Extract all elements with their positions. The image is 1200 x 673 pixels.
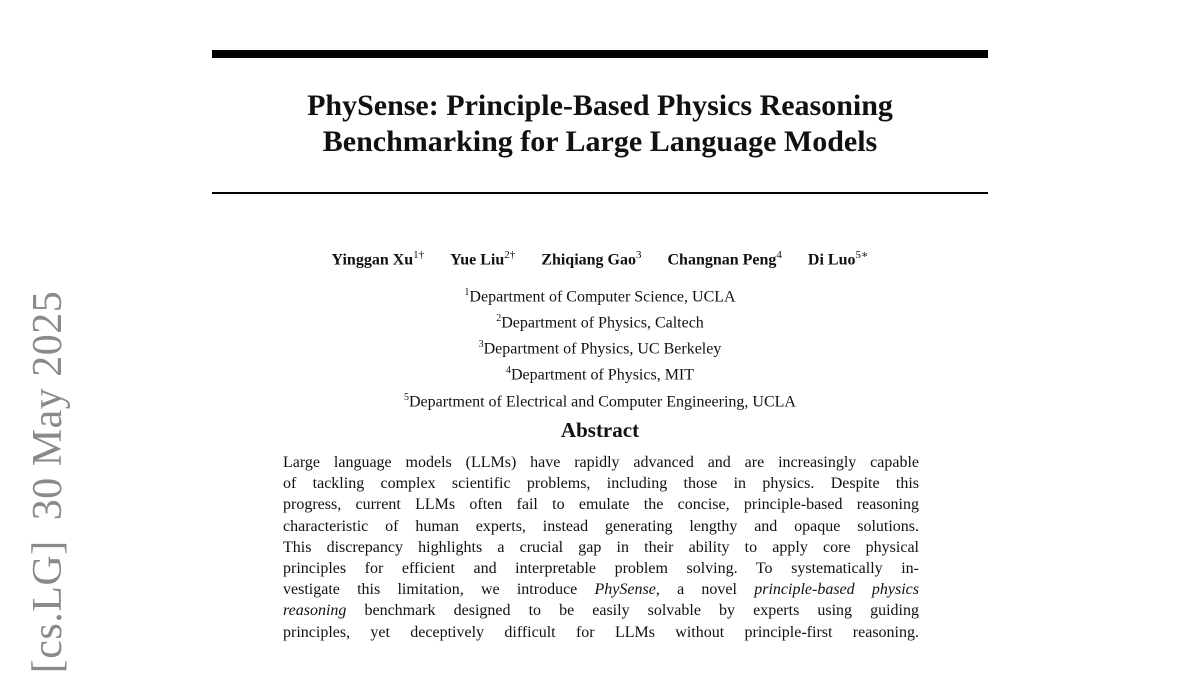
affiliation: $^5$Department of Electrical and Computer Engineering, UCLA: [404, 391, 796, 410]
author-list: [212, 248, 988, 269]
author: Zhiqiang Gao$^3$: [541, 249, 642, 269]
abstract-line: This discrepancy highlights a crucial gap in their ability to apply core physical: [283, 538, 919, 556]
abstract-line: principles, yet deceptively difficult for LLMs without principle-first reasoning.: [283, 623, 919, 641]
abstract-line: principles for efficient and interpretable problem solving. To systematically in-: [283, 560, 919, 578]
abstract-line: progress, current LLMs often fail to emulate the concise, principle-based reasoning: [283, 496, 919, 514]
title-line-1: PhySense: Principle-Based Physics Reasoning: [307, 89, 893, 122]
affiliation: $^4$Department of Physics, MIT: [505, 365, 695, 384]
paper-title: [212, 88, 988, 160]
title-line-2: Benchmarking for Large Language Models: [322, 125, 878, 158]
abstract-heading: Abstract: [560, 418, 640, 442]
benchmark-name: PhySense: [594, 581, 656, 599]
affiliation: $^2$Department of Physics, Caltech: [496, 313, 704, 332]
abstract-line: Large language models (LLMs) have rapidly advanced and are increasingly capable: [283, 454, 919, 471]
arxiv-category: [cs.LG]: [25, 540, 71, 673]
top-rule: [212, 50, 988, 58]
author: Changnan Peng$^4$: [667, 249, 782, 269]
title-rule: [212, 192, 988, 194]
arxiv-date: 30 May 2025: [25, 290, 71, 521]
emphasis-text: principle-based physics: [754, 581, 919, 599]
abstract-line: of tackling complex scientific problems, including those in physics. Despite this: [283, 475, 919, 493]
abstract-body: [283, 452, 919, 643]
arxiv-side-stamp: [24, 271, 72, 673]
abstract-line: vestigate this limitation, we introduce PhySense, a novel principle-based physics: [283, 581, 919, 599]
affiliation: $^3$Department of Physics, UC Berkeley: [478, 339, 722, 358]
affiliation: $^1$Department of Computer Science, UCLA: [464, 287, 736, 306]
affiliation-list: [212, 282, 988, 413]
emphasis-text: reasoning: [283, 602, 347, 620]
abstract-line: reasoning benchmark designed to be easily solvable by experts using guiding: [283, 602, 919, 620]
author: Di Luo$^{5∗}$: [807, 249, 869, 269]
author: Yue Liu$^{2\dagger}$: [450, 249, 516, 269]
abstract-line: characteristic of human experts, instead generating lengthy and opaque solutions.: [283, 517, 919, 535]
author: Yinggan $Xu^{1\dagger}$: [331, 249, 425, 269]
